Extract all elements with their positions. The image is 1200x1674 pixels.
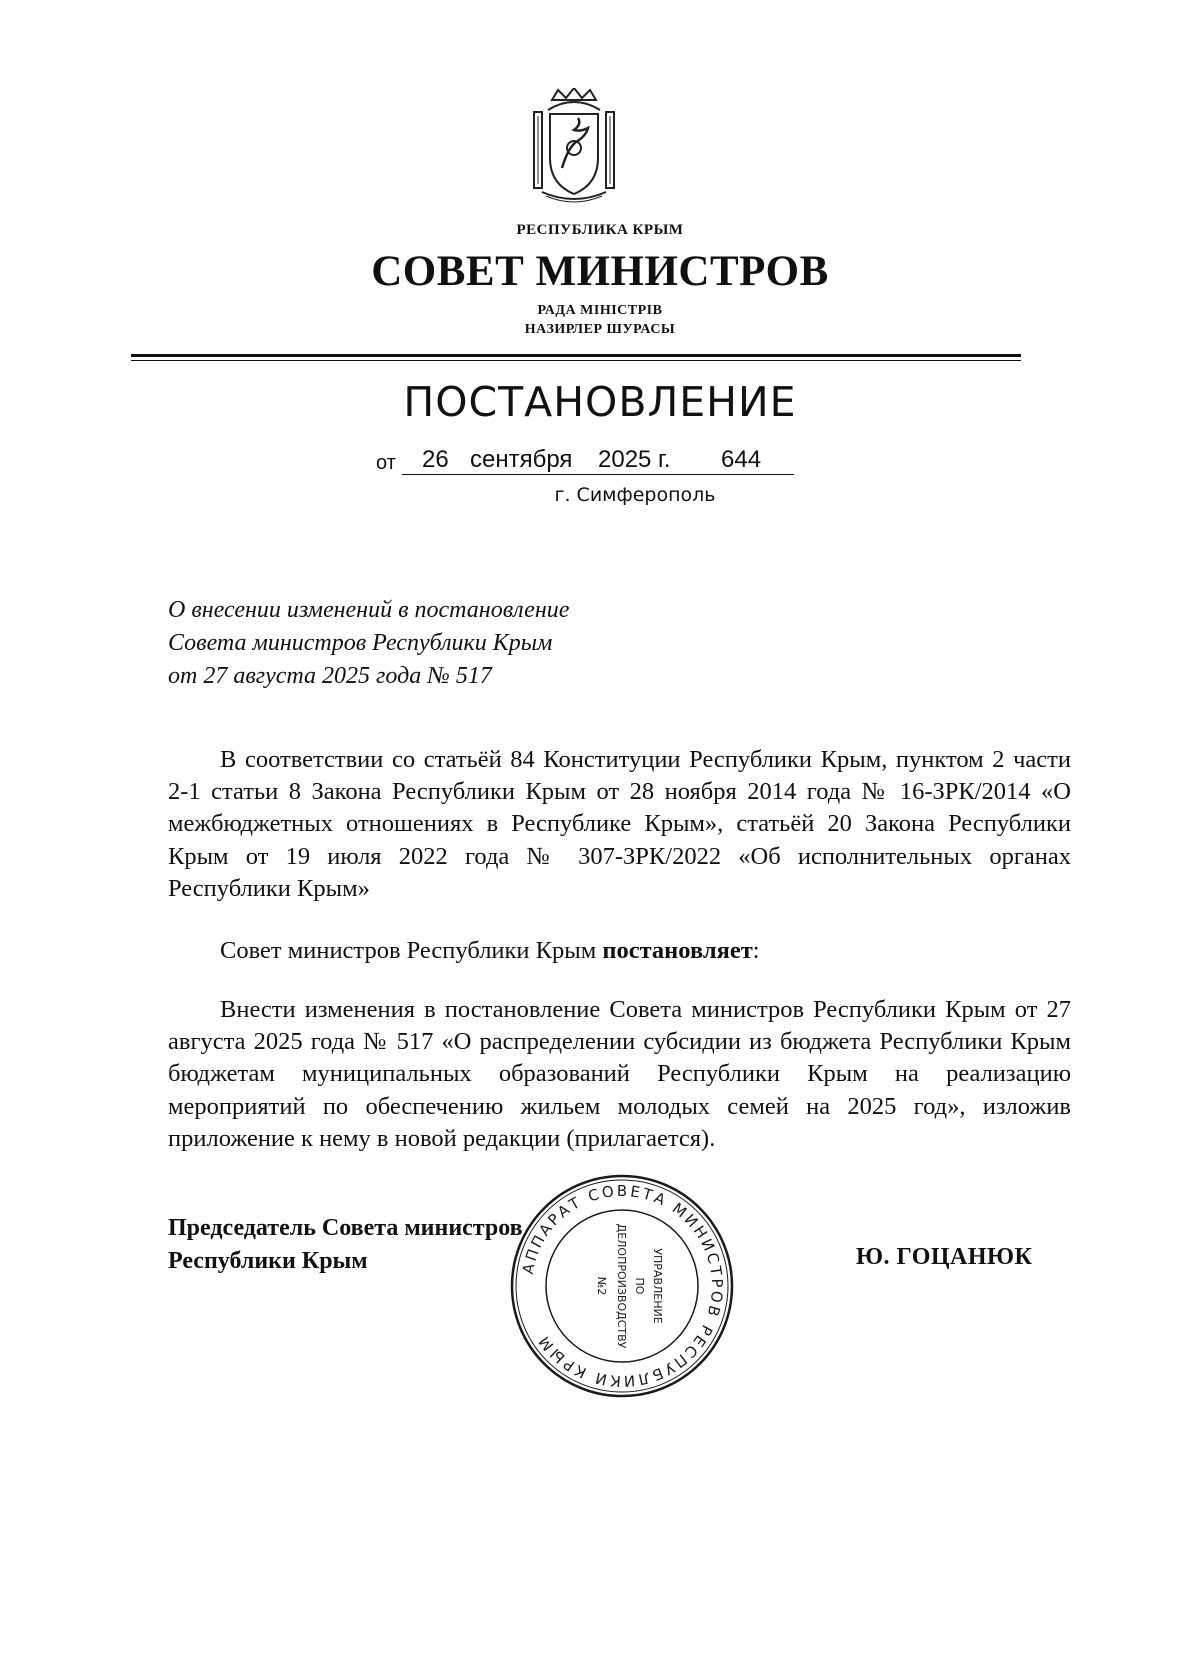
header-divider-thin	[131, 360, 1021, 361]
signatory-title	[168, 1212, 523, 1278]
date-prefix: от	[376, 452, 396, 474]
document-month: сентября	[470, 446, 573, 473]
subject-line: Совета министров Республики Крым	[168, 630, 553, 656]
stamp-ring-text: АППАРАТ СОВЕТА МИНИСТРОВ РЕСПУБЛИКИ КРЫМ	[518, 1181, 727, 1391]
document-type-title: ПОСТАНОВЛЕНИЕ	[403, 378, 797, 426]
stamp-line-preposition: ПО	[633, 1277, 646, 1295]
signatory-title-line: Председатель Совета министров	[168, 1215, 523, 1241]
stamp-line-department: УПРАВЛЕНИЕ	[651, 1248, 664, 1324]
republic-heading: РЕСПУБЛИКА КРЫМ	[516, 222, 684, 238]
signatory-name: Ю. ГОЦАНЮК	[856, 1244, 1033, 1270]
official-round-stamp	[506, 1170, 738, 1402]
council-heading-crimean-tatar: НАЗИРЛЕР ШУРАСЫ	[524, 322, 676, 337]
resolves-colon: :	[752, 937, 760, 964]
stamp-line-number: №2	[595, 1276, 608, 1296]
stamp-line-records: ДЕЛОПРОИЗВОДСТВУ	[615, 1223, 628, 1349]
date-underline	[402, 474, 794, 475]
resolves-text: Совет министров Республики Крым	[220, 937, 603, 964]
document-day: 26	[422, 446, 449, 473]
council-heading-ukrainian: РАДА МІНІСТРІВ	[537, 303, 663, 318]
document-date-number-line	[376, 446, 796, 476]
header-divider-thick	[131, 354, 1021, 357]
operative-paragraph: Внести изменения в постановление Совета министров Республики Крым от 27 августа 2025 года № 517 «О распределении субсидии из бюджета Республики Крым бюджетам муниципальных образований Республики Крым на реализацию мероприятий по обеспечению жильем молодых семей на 2025 год», изложив приложение к нему в новой редакции (прилагается).	[168, 996, 1071, 1152]
resolves-paragraph	[168, 935, 1071, 967]
document-year: 2025 г.	[598, 446, 671, 473]
preamble-paragraph: В соответствии со статьёй 84 Конституции Республики Крым, пунктом 2 части 2-1 статьи 8 Закона Республики Крым от 28 ноября 2014 года № 16-ЗРК/2014 «О межбюджетных отношениях в Республике Крым», статьёй 20 Закона Республики Крым от 19 июля 2022 года № 307-ЗРК/2022 «Об исполнительных органах Республики Крым»	[168, 746, 1071, 902]
subject-line: от 27 августа 2025 года № 517	[168, 663, 492, 689]
document-subject	[168, 594, 569, 693]
subject-line: О внесении изменений в постановление	[168, 597, 570, 623]
signatory-title-line: Республики Крым	[168, 1248, 368, 1274]
document-number: 644	[721, 446, 762, 473]
council-heading: СОВЕТ МИНИСТРОВ	[371, 248, 829, 295]
document-city: г. Симферополь	[554, 484, 716, 506]
resolves-verb: постановляет	[602, 937, 753, 964]
crimea-coat-of-arms-emblem	[528, 88, 620, 204]
